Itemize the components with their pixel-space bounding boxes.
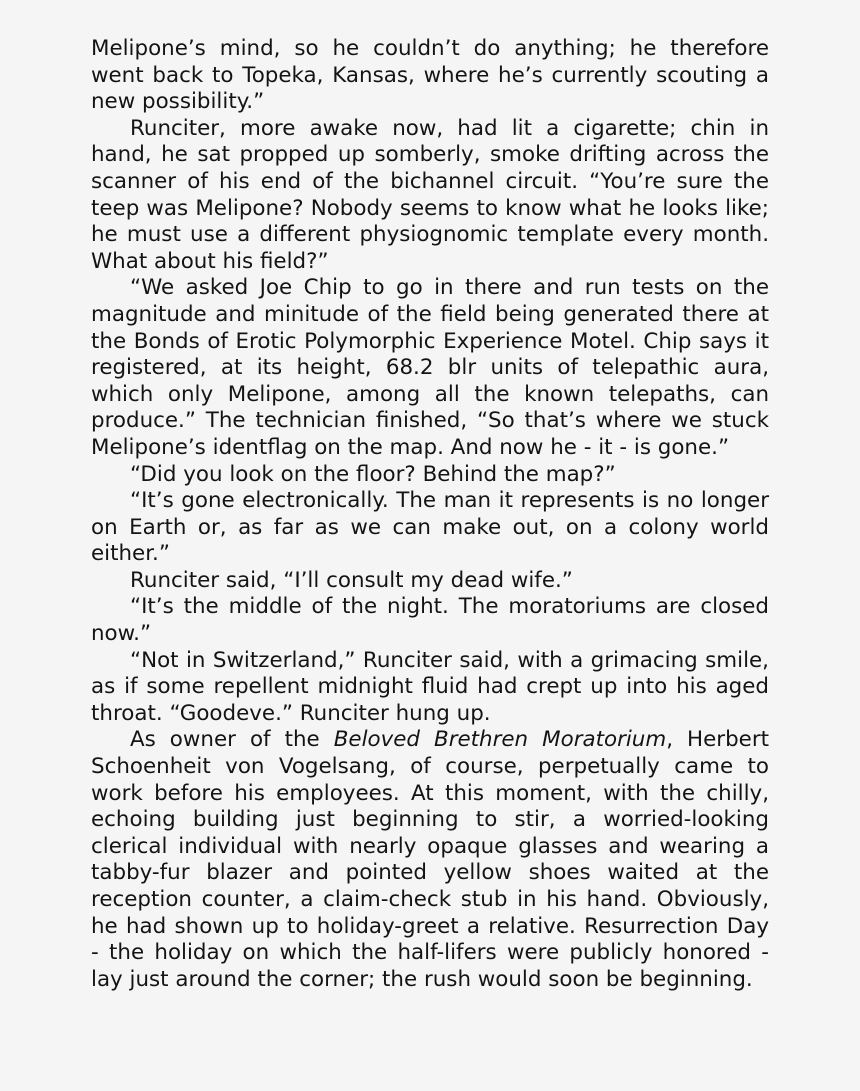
paragraph: Melipone’s mind, so he couldn’t do anything; he therefore went back to Topeka, Kansas, where he’s currently scouting a new possibility.” [91, 36, 769, 115]
paragraph: “It’s gone electronically. The man it represents is no longer on Earth or, as far as we can make out, on a colony world either.” [91, 488, 769, 567]
paragraph: Runciter said, “I’ll consult my dead wife.” [130, 567, 573, 593]
paragraph: “We asked Joe Chip to go in there and run tests on the magnitude and minitude of the field being generated there at the Bonds of Erotic Polymorphic Experience Motel. Chip says it registered, at its height, 68.2 blr units of telepathic aura, which only Melipone, among all the known telepaths, can produce.” The technician finished, “So that’s where we stuck Melipone’s identflag on the map. And now he - it - is gone.” [91, 275, 769, 460]
paragraph-text-after: , Herbert Schoenheit von Vogelsang, of course, perpetually came to work before his employees. At this moment, with the chilly, echoing building just beginning to stir, a worried-looking clerical individual with nearly opaque glasses and wearing a tabby-fur blazer and pointed yellow shoes waited at the reception counter, a claim-check stub in his hand. Obviously, he had shown up to holiday-greet a relative. Resurrection Day - the holiday on which the half-lifers were publicly honored - lay just around the corner; the rush would soon be beginning. [91, 727, 769, 992]
moratorium-name: Beloved Brethren Moratorium [333, 727, 667, 753]
paragraph: “Did you look on the floor? Behind the map?” [130, 461, 616, 487]
paragraph-text-before: As owner of the [130, 727, 334, 753]
paragraph: Runciter, more awake now, had lit a cigarette; chin in hand, he sat propped up somberly, smoke drifting across the scanner of his end of the bichannel circuit. “You’re sure the teep was Melipone? Nobody seems to know what he looks like; he must use a different physiognomic template every month. What about his field?” [91, 115, 769, 274]
paragraph: “Not in Switzerland,” Runciter said, with a grimacing smile, as if some repellent midnight fluid had crept up into his aged throat. “Goodeve.” Runciter hung up. [91, 647, 769, 726]
book-page [91, 36, 769, 993]
paragraph: “It’s the middle of the night. The moratoriums are closed now.” [91, 594, 769, 647]
paragraph-final [91, 727, 769, 993]
